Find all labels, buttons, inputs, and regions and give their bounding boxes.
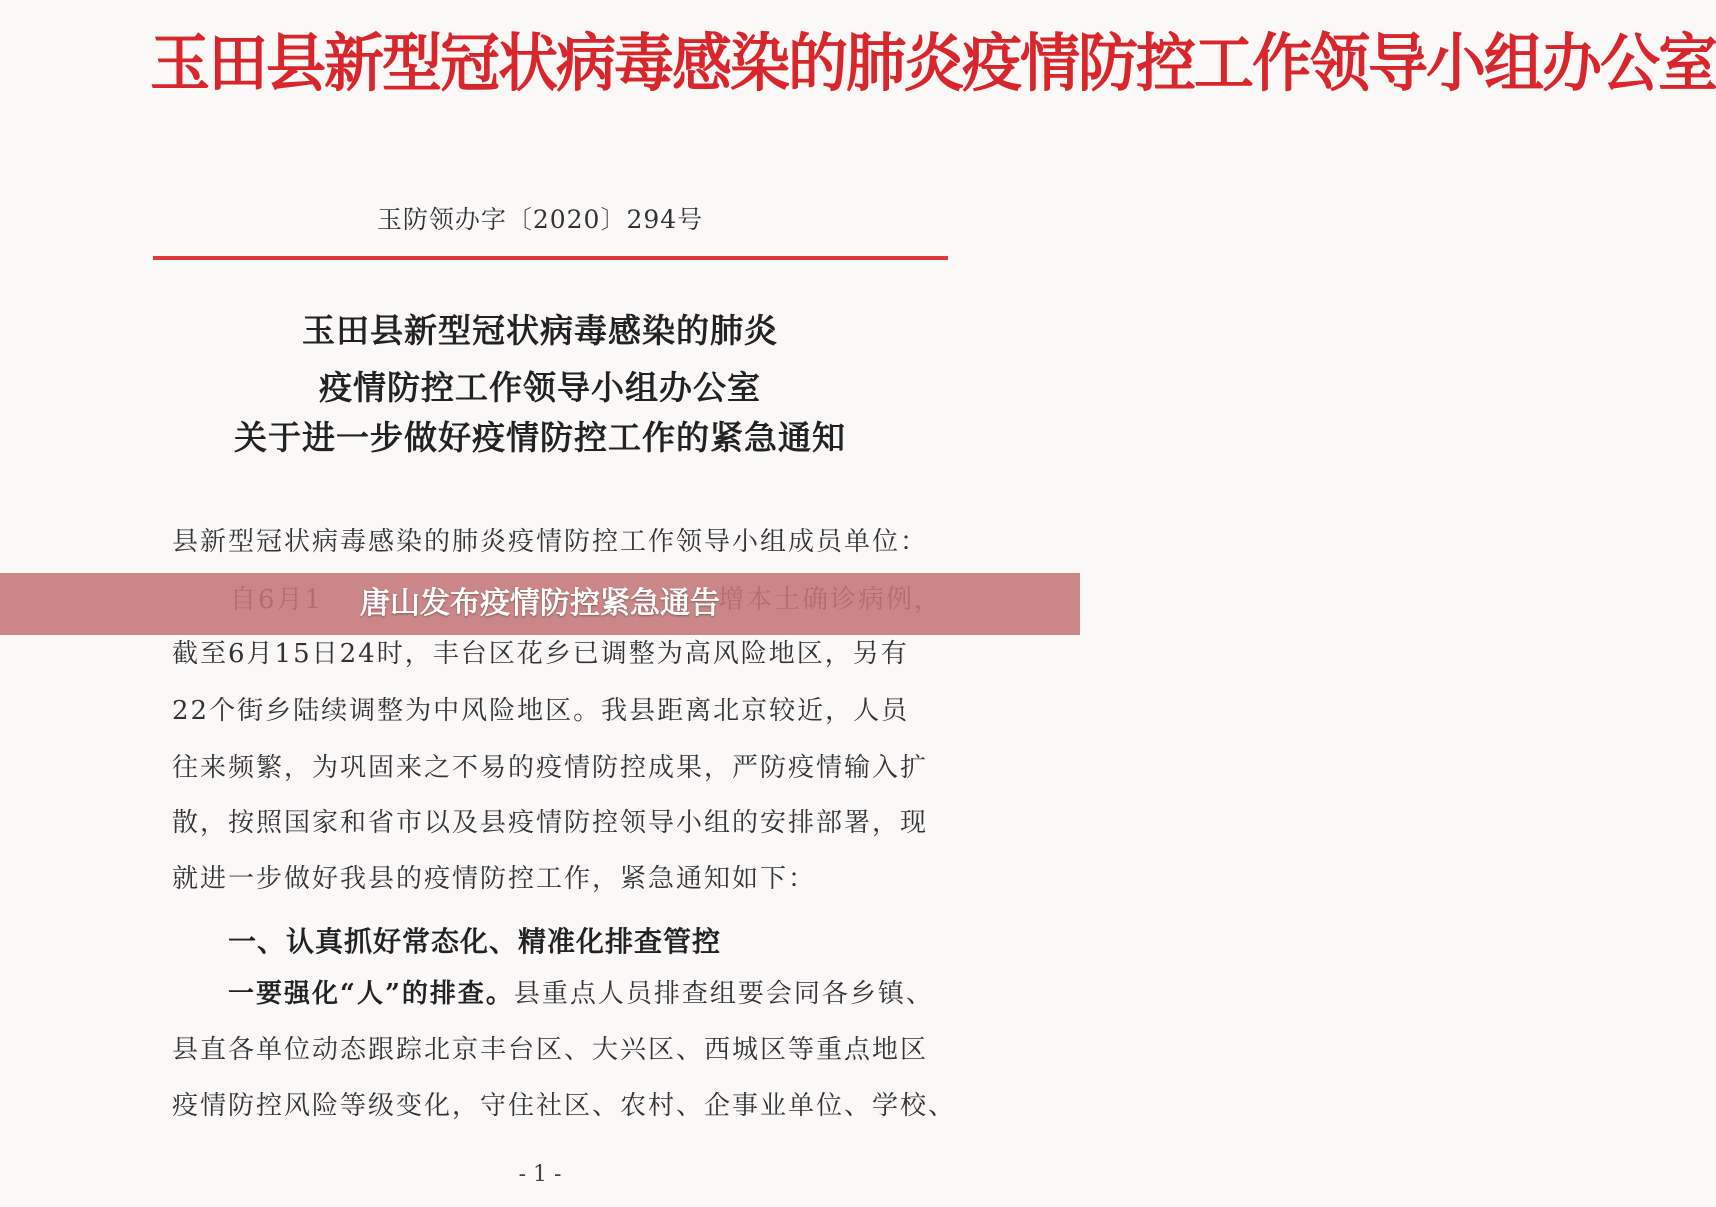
body-line-5: 散，按照国家和省市以及县疫情防控领导小组的安排部署，现 (172, 808, 929, 838)
banner-headline: 唐山发布疫情防控紧急通告 (360, 586, 720, 621)
title-line-1: 玉田县新型冠状病毒感染的肺炎 (302, 311, 778, 350)
section-heading: 一、认真抓好常态化、精准化排查管控 (228, 925, 722, 958)
title-line-3: 关于进一步做好疫情防控工作的紧急通知 (234, 418, 846, 457)
headline-banner (0, 573, 1080, 635)
item-line-1-text: 县重点人员排查组要会同各乡镇、 (513, 979, 934, 1009)
item-line-3: 疫情防控风险等级变化，守住社区、农村、企事业单位、学校、 (172, 1091, 957, 1121)
red-divider (153, 256, 948, 260)
document-number: 玉防领办字〔2020〕294号 (376, 205, 704, 234)
body-line-3: 22个街乡陆续调整为中风险地区。我县距离北京较近，人员 (172, 696, 910, 726)
body-line-2: 截至6月15日24时，丰台区花乡已调整为高风险地区，另有 (172, 639, 909, 669)
page-number: - 1 - (518, 1162, 562, 1187)
item-lead: 一要强化“人”的排查。 (228, 979, 514, 1009)
letterhead: 玉田县新型冠状病毒感染的肺炎疫情防控工作领导小组办公室 (150, 27, 1716, 101)
item-line-1 (228, 977, 944, 1011)
title-line-2: 疫情防控工作领导小组办公室 (319, 368, 761, 407)
salutation: 县新型冠状病毒感染的肺炎疫情防控工作领导小组成员单位： (172, 527, 929, 557)
body-line-6: 就进一步做好我县的疫情防控工作，紧急通知如下： (172, 864, 817, 894)
body-line-4: 往来频繁，为巩固来之不易的疫情防控成果，严防疫情输入扩 (172, 753, 929, 783)
item-line-2: 县直各单位动态跟踪北京丰台区、大兴区、西城区等重点地区 (172, 1035, 929, 1065)
